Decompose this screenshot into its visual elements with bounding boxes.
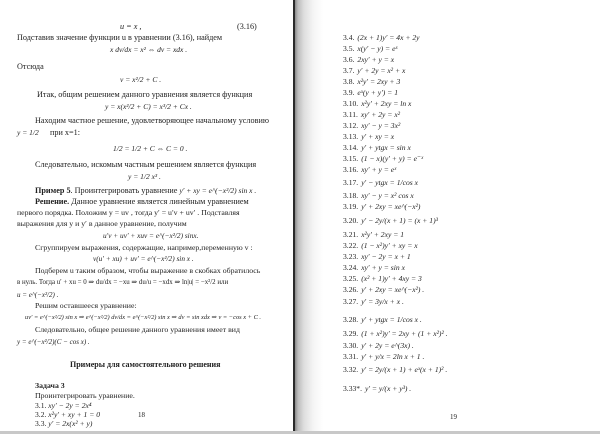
task-equation: (1 − x)(y′ + y) = e⁻ˣ bbox=[361, 154, 424, 163]
solution-label: Решение. bbox=[35, 197, 70, 206]
task-equation: y′ + 2xy = xe^(−x²) . bbox=[361, 285, 425, 294]
task-number: 3.10. bbox=[343, 99, 359, 108]
equation-dv: x dv/dx = x² ⇔ dv = xdx . bbox=[110, 45, 188, 54]
task-number: 3.26. bbox=[343, 285, 359, 294]
task-equation: y′ − ytgx = 1/cos x bbox=[361, 178, 419, 187]
task-item bbox=[343, 365, 447, 375]
task-item bbox=[343, 202, 420, 212]
task-equation: xy′ + y = sin x bbox=[361, 263, 405, 272]
task-number: 3.27. bbox=[343, 297, 359, 306]
task-item bbox=[343, 55, 394, 65]
equation-sub: u′v + uv′ + xuv = e^(−x²/2) sinx. bbox=[103, 231, 199, 240]
task-item bbox=[343, 66, 405, 76]
task-number: 3.19. bbox=[343, 202, 359, 211]
task-number: 3.32. bbox=[343, 365, 359, 374]
equation-u-solution: u = e^(−x²/2) . bbox=[17, 291, 59, 299]
task-number: 3.3. bbox=[35, 419, 47, 428]
task-equation: y′ + 2xy = xe^(−x²) bbox=[361, 202, 421, 211]
paragraph: Отсюда bbox=[17, 62, 44, 71]
task-number: 3.9. bbox=[343, 88, 355, 97]
equation-partial: y = 1/2 x³ . bbox=[128, 172, 161, 181]
example-5-heading bbox=[35, 186, 256, 196]
page-number: 18 bbox=[138, 411, 145, 419]
task-item bbox=[343, 99, 411, 109]
task-equation: x²y′ = 2xy + 3 bbox=[357, 77, 401, 86]
task-equation: y′ + ytgx = sin x bbox=[361, 143, 411, 152]
task-item bbox=[343, 191, 414, 201]
task-equation: xy′ − y = 3x² bbox=[361, 121, 401, 130]
example-text: . Проинтегрировать уравнение bbox=[70, 186, 178, 195]
task-item bbox=[343, 241, 418, 251]
task-number: 3.1. bbox=[35, 401, 47, 410]
task-item bbox=[343, 315, 422, 325]
equation-c: 1/2 = 1/2 + C ⇔ C = 0 . bbox=[113, 144, 188, 153]
task-number: 3.21. bbox=[343, 230, 359, 239]
task-number: 3.29. bbox=[343, 329, 359, 338]
task-equation: y′ + y/x = 2ln x + 1 . bbox=[361, 352, 425, 361]
task-number: 3.17. bbox=[343, 178, 359, 187]
task-equation: y′ + 2y = e^(3x) . bbox=[361, 341, 414, 350]
task-number: 3.5. bbox=[343, 44, 355, 53]
task-equation: x²y′ + xy + 1 = 0 bbox=[48, 410, 101, 419]
paragraph: Сгруппируем выражения, содержащие, например,переменную v : bbox=[35, 243, 253, 252]
paragraph: Итак, общим решением данного уравнения является функция bbox=[37, 90, 253, 99]
task-item bbox=[343, 384, 411, 394]
task-number: 3.30. bbox=[343, 341, 359, 350]
paragraph: Находим частное решение, удовлетворяющее начальному условию bbox=[35, 116, 269, 125]
equation-group: v(u′ + xu) + uv′ = e^(−x²/2) sin x . bbox=[93, 254, 194, 263]
task-equation: xy′ − 2y = 2x⁴ bbox=[48, 401, 92, 410]
task-number: 3.11. bbox=[343, 110, 358, 119]
task-equation: y′ = 2x(x² + y) bbox=[48, 419, 93, 428]
task-number: 3.22. bbox=[343, 241, 359, 250]
task-equation: x²y′ + 2xy = ln x bbox=[361, 99, 412, 108]
task-number: 3.8. bbox=[343, 77, 355, 86]
task-equation: y′ + ytgx = 1/cos x . bbox=[361, 315, 422, 324]
task-number: 3.14. bbox=[343, 143, 359, 152]
equation-u: u = x , bbox=[120, 22, 142, 31]
task-item bbox=[343, 274, 422, 284]
section-title: Примеры для самостоятельного решения bbox=[70, 360, 221, 369]
task-equation: y′ − 2y/(x + 1) = (x + 1)³ bbox=[361, 216, 438, 225]
initial-condition: y = 1/2 bbox=[17, 128, 39, 137]
paragraph: Следовательно, общее решение данного уравнения имеет вид bbox=[35, 325, 240, 334]
task-equation: y′ = 3y/x + x . bbox=[361, 297, 404, 306]
example-equation: y′ + xy = e^(−x²/2) sin x . bbox=[179, 186, 257, 195]
paragraph: в нуль. Тогда u′ + xu = 0 ⇒ du/dx = −xu ⇒ du/u = −xdx ⇒ ln|u| = −x²/2 или bbox=[17, 279, 229, 286]
task-item bbox=[343, 285, 424, 295]
task-item bbox=[343, 33, 420, 43]
task-equation: 2xy′ + y = x bbox=[357, 55, 395, 64]
left-page bbox=[0, 0, 295, 431]
paragraph: первого порядка. Положим y = uv , тогда y′ = u′v + uv′ . Подставляя bbox=[17, 208, 240, 217]
task-item bbox=[343, 297, 404, 307]
task-item bbox=[343, 110, 400, 120]
task-equation: y′ + 2y = x² + x bbox=[357, 66, 406, 75]
task-item bbox=[35, 419, 92, 429]
task-number: 3.23. bbox=[343, 252, 359, 261]
task-number: 3.28. bbox=[343, 315, 359, 324]
task-number: 3.15. bbox=[343, 154, 359, 163]
page-number: 19 bbox=[450, 413, 457, 421]
example-label: Пример 5 bbox=[35, 186, 71, 195]
task-number: 3.7. bbox=[343, 66, 355, 75]
task-number: 3.12. bbox=[343, 121, 359, 130]
equation-v: v = x²/2 + C . bbox=[120, 75, 162, 84]
paragraph: выражения для y и y′ в данное уравнение, получим bbox=[17, 219, 187, 228]
task-item bbox=[343, 44, 398, 54]
task-number: 3.25. bbox=[343, 274, 359, 283]
task-item bbox=[343, 178, 418, 188]
task-title: Задача 3 bbox=[35, 381, 65, 390]
task-equation: y′ + xy = x bbox=[361, 132, 395, 141]
task-number: 3.33*. bbox=[343, 384, 362, 393]
task-item bbox=[343, 216, 438, 226]
task-number: 3.16. bbox=[343, 165, 359, 174]
right-page bbox=[295, 0, 600, 431]
solution-line bbox=[35, 197, 249, 207]
equation-rest: uv′ = e^(−x²/2) sin x ⇒ e^(−x²/2) dv/dx = e^(−x²/2) sin x ⇒ dv = sin xdx ⇒ v = −cos x + C . bbox=[25, 314, 262, 321]
task-equation: eˣ(y + y′) = 1 bbox=[357, 88, 399, 97]
task-item bbox=[343, 329, 448, 339]
task-equation: y′ = 2y/(x + 1) + eˣ(x + 1)² . bbox=[361, 365, 448, 374]
task-number: 3.31. bbox=[343, 352, 359, 361]
paragraph: Решим оставшееся уравнение: bbox=[35, 301, 137, 310]
task-item bbox=[343, 352, 424, 362]
task-item bbox=[343, 77, 400, 87]
task-item bbox=[343, 154, 423, 164]
task-equation: x²y′ + 2xy = 1 bbox=[361, 230, 405, 239]
task-equation: (1 − x²)y′ + xy = x bbox=[361, 241, 418, 250]
task-instruction: Проинтегрировать уравнение. bbox=[35, 391, 135, 400]
task-equation: x(y′ − y) = eˣ bbox=[357, 44, 398, 53]
task-number: 3.6. bbox=[343, 55, 355, 64]
task-item bbox=[343, 230, 404, 240]
task-equation: xy′ + 2y = x² bbox=[360, 110, 400, 119]
task-equation: xy′ − 2y = x + 1 bbox=[361, 252, 411, 261]
equation-general: y = x(x²/2 + C) = x³/2 + Cx . bbox=[105, 102, 192, 111]
task-number: 3.4. bbox=[343, 33, 355, 42]
task-item bbox=[343, 88, 398, 98]
task-item bbox=[343, 132, 394, 142]
paragraph: Подберем u таким образом, чтобы выражение в скобках обратилось bbox=[35, 266, 261, 275]
equation-final: y = e^(−x²/2)(C − cos x) . bbox=[17, 338, 90, 346]
equation-label: (3.16) bbox=[237, 22, 257, 31]
task-equation: (2x + 1)y′ = 4x + 2y bbox=[357, 33, 420, 42]
task-item bbox=[343, 143, 411, 153]
task-number: 3.18. bbox=[343, 191, 359, 200]
task-equation: (x² + 1)y′ + 4xy = 3 bbox=[361, 274, 422, 283]
task-item bbox=[343, 121, 400, 131]
paragraph: Подставив значение функции u в уравнении (3.16), найдем bbox=[17, 33, 223, 42]
task-item bbox=[343, 252, 411, 262]
task-number: 3.20. bbox=[343, 216, 359, 225]
task-equation: (1 + x²)y′ = 2xy + (1 + x²)² . bbox=[361, 329, 448, 338]
task-number: 3.24. bbox=[343, 263, 359, 272]
task-number: 3.2. bbox=[35, 410, 47, 419]
task-equation: xy′ − y = x² cos x bbox=[361, 191, 414, 200]
task-equation: y′ = y/(x + y³) . bbox=[364, 384, 412, 393]
task-item bbox=[343, 165, 396, 175]
task-number: 3.13. bbox=[343, 132, 359, 141]
paragraph: при x=1: bbox=[50, 128, 80, 137]
task-equation: xy′ + y = eˣ bbox=[361, 165, 397, 174]
solution-text: Данное уравнение является линейным уравнением bbox=[69, 197, 249, 206]
paragraph: Следовательно, искомым частным решением является функция bbox=[35, 160, 257, 169]
task-item bbox=[343, 263, 405, 273]
task-item bbox=[343, 341, 414, 351]
